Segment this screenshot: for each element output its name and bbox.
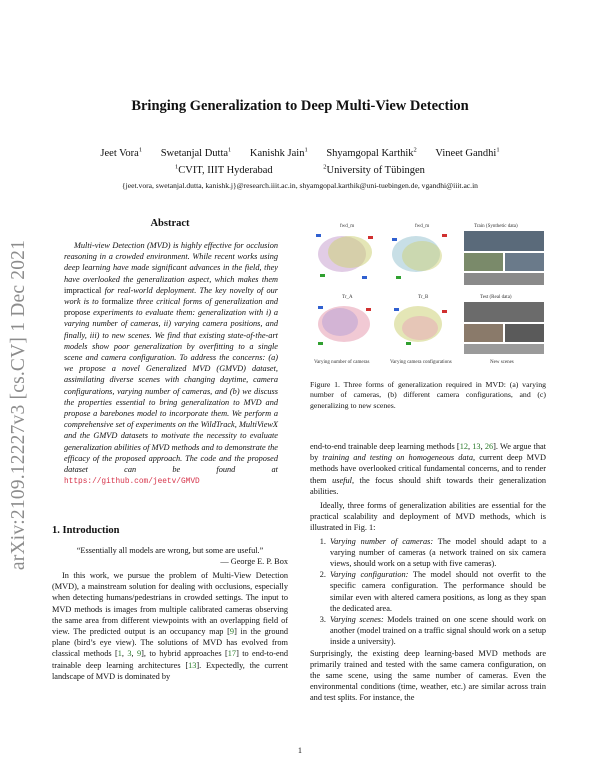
author: Shyamgopal Karthik$^2$ [326,146,417,159]
list-item: 1. Varying number of cameras: The model should adapt to a varying number of cameras (a network trained on six camera views, should work on a setup with five cameras). [328,536,546,570]
svg-text:fwd_m: fwd_m [415,224,430,229]
paragraph: Surprisingly, the existing deep learning-based MVD methods are primarily trained and tested with the same camera configuration, on the same scene, using the same number of cameras. Even the environmental conditions (time, weather, etc.) are similar across train and test splits. For instance, the [310,648,546,703]
svg-text:Test (Real data): Test (Real data) [480,295,512,300]
figure-1-illustration [310,218,546,386]
svg-text:Train (Synthetic data): Train (Synthetic data) [474,224,518,229]
panel-b-top [392,224,447,279]
figure-1-caption: Figure 1. Three forms of generalization required in MVD: (a) varying number of cameras, (b) different camera configurations, and (c) generalizing to new scenes. [310,380,546,410]
quote-author: — George E. P. Box [220,557,288,566]
citation[interactable]: 9 [229,627,235,637]
author-emails: {jeet.vora, swetanjal.dutta, kanishk.j}@research.iiit.ac.in, shyamgopal.karthik@uni-tuebingen.de, vgandhi@iiit.ac.in [122,181,478,190]
citation[interactable]: 13 [188,660,197,670]
page-number: 1 [297,746,303,755]
author-list [60,146,540,159]
paragraph: Ideally, three forms of generalization abilities are essential for the practical scalability and deployment of MVD methods, which is illustrated in Fig. 1: [310,501,546,533]
svg-text:Tr_B: Tr_B [418,295,429,300]
citation[interactable]: 26 [484,442,494,451]
arxiv-stamp [6,195,32,615]
section-heading-introduction: 1. Introduction [52,525,120,536]
citation[interactable]: 13 [472,442,481,451]
citation[interactable]: 3 [127,649,132,659]
citation[interactable]: 1 [117,649,122,659]
svg-text:New scenes: New scenes [490,360,514,365]
quote-text: “Essentially all models are wrong, but some are useful.” [76,546,264,555]
citation[interactable]: 9 [137,649,142,659]
panel-a-bottom [318,295,371,345]
abstract-body: Multi-view Detection (MVD) is highly effective for occlusion reasoning in a crowded environment. While recent works using deep learning have made significant advances in the field, they have overlooked the generalization aspect, which makes them impractical for real-world deployment. The key novelty of our work is to formalize three critical forms of generalization and propose experiments to evaluate them: generalization with i) a varying number of cameras, ii) varying camera positions, and finally, iii) to new scenes. We find that existing state-of-the-art models show poor generalization by overfitting to a single scene and camera configuration. To address the concerns: (a) we propose a novel Generalized MVD (GMVD) dataset, assimilating diverse scenes with changing daytime, camera configurations, varying number of cameras, and (b) we discuss the properties essential to bring generalization to MVD and propose a barebones model to incorporate them. We perform a comprehensive set of experiments on the WildTrack, MultiViewX and the GMVD datasets to motivate the necessity to evaluate generalization abilities of MVD methods and to demonstrate the efficacy of the proposed approach. The code and the proposed dataset can be found at https://github.com/jeetv/GMVD [64,241,278,487]
affiliation: $^1$CVIT, IIIT Hyderabad [175,163,273,176]
figure-1 [310,218,546,386]
epigraph [52,546,288,566]
intro-body: In this work, we pursue the problem of Multi-View Detection (MVD), a mainstream solution for dealing with occlusions, especially when detecting humans/pedestrians in crowded settings. The input to MVD methods is images from multiple calibrated cameras observing the same area from different viewpoints with an overlapping field of view. The predicted output is an occupancy map [9] in the ground plane (bird’s eye view). The solutions of MVD has evolved from classical methods [1, 3, 9], to hybrid approaches [17] to end-to-end trainable deep learning architectures [13]. Expectedly, the current landscape of MVD is dominated by [52,571,288,681]
citation[interactable]: 17 [227,649,237,659]
panel-a-top [316,224,373,279]
author: Swetanjal Dutta$^1$ [160,146,232,159]
affiliations [60,163,540,176]
affiliation: $^2$University of Tübingen [323,163,425,176]
right-column-body: end-to-end trainable deep learning methods [12, 13, 26]. We argue that by training and testing on homogeneous data, current deep MVD methods have overlooked critical fundamental concerns, and to render them useful, the focus should shift towards their generalization abilities. Ideally, three forms of generalization abilities are essential for the practical scalability and deployment of MVD methods, which is illustrated in Fig. 1: 1. Varying number of cameras: The model should adapt to a varying number of cameras (a network trained on six camera views, should work on a setup with five cameras). 2. Varying configuration: The model should not overfit to the specific camera configuration. The performance should be similar even with altered camera positions, as long as they span the dedicated area. 3. Varying scenes: Models trained on one scene should work on another (model trained on a traffic signal should work on a setup inside a university). Surprisingly, the existing deep learning-based MVD methods are primarily trained and tested with the same camera configuration, on the same scene, using the same number of cameras. Even the environmental conditions (time, weather, etc.) are similar across train and test splits. For instance, the [310,441,546,704]
panel-c-bottom [464,295,544,354]
svg-text:Varying number of cameras: Varying number of cameras [314,360,370,365]
svg-text:Tr_A: Tr_A [342,295,353,300]
paper-title: Bringing Generalization to Deep Multi-View Detection [131,98,469,114]
svg-text:fwd_m: fwd_m [340,224,355,229]
author: Vineet Gandhi$^1$ [435,146,500,159]
svg-text:Varying camera configurations: Varying camera configurations [390,360,452,365]
author: Jeet Vora$^1$ [100,146,143,159]
list-item: 2. Varying configuration: The model should not overfit to the specific camera configuration. The performance should be similar even with altered camera positions, as long as they span the dedicated area. [328,569,546,614]
list-item: 3. Varying scenes: Models trained on one scene should work on another (model trained on a traffic signal should work on a setup inside a university). [328,614,546,648]
arxiv-id: arXiv:2109.12227v3 [cs.CV] 1 Dec 2021 [8,239,29,571]
panel-b-bottom [394,295,447,345]
citation[interactable]: 12 [459,442,468,451]
panel-c-top [464,224,544,285]
github-link[interactable]: https://github.com/jeetv/GMVD [64,478,200,487]
generalization-list [310,536,546,648]
author: Kanishk Jain$^1$ [249,146,308,159]
abstract-heading: Abstract [150,218,190,229]
